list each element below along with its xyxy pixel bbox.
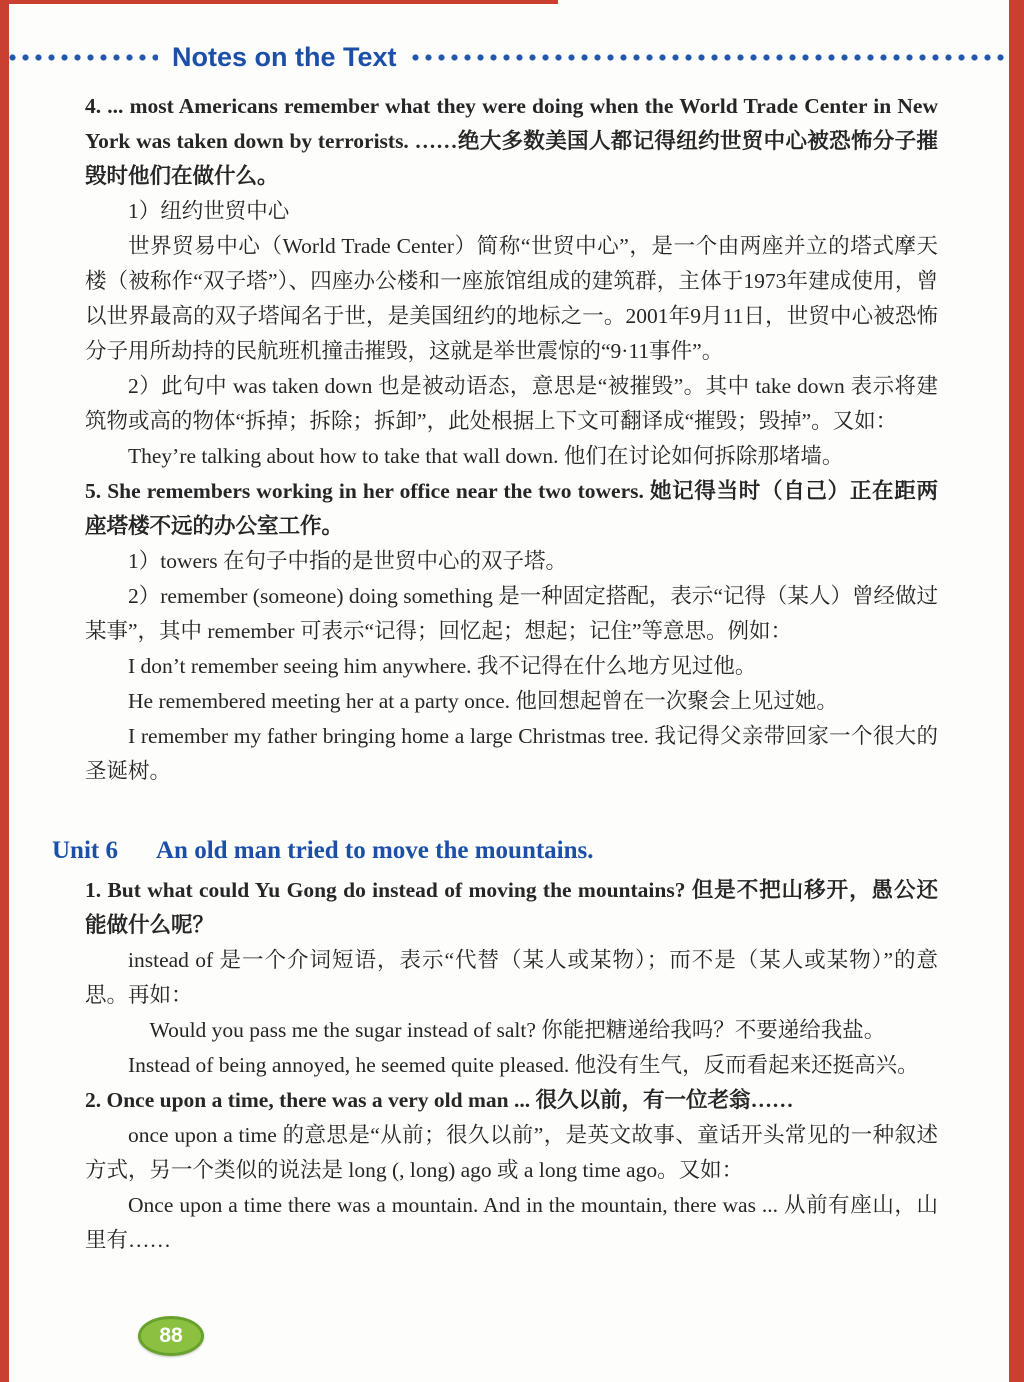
note-item-4: 4. ... most Americans remember what they were doing when the World Trade Center in New York was taken down by terrorists. ……绝大多数美国人都记得纽约世贸中心被恐怖分子摧毁时他们在做什么。 bbox=[85, 94, 938, 188]
page-edge-right bbox=[1009, 0, 1024, 1382]
page-edge-left bbox=[0, 0, 9, 1382]
dotted-rule-right bbox=[411, 53, 1014, 62]
note-sub-taken-down: 2）此句中 was taken down 也是被动语态，意思是“被摧毁”。其中 take down 表示将建筑物或高的物体“拆掉；拆除；拆卸”，此处根据上下文可翻译成“摧毁；毁掉”。又如： bbox=[85, 374, 938, 433]
note-sub-towers: 1）towers 在句子中指的是世贸中心的双子塔。 bbox=[128, 549, 567, 573]
example-sugar-instead-of-salt: Would you pass me the sugar instead of salt? 你能把糖递给我吗？不要递给我盐。 bbox=[149, 1018, 886, 1042]
note-item-5: 5. She remembers working in her office near the two towers. 她记得当时（自己）正在距两座塔楼不远的办公室工作。 bbox=[85, 479, 938, 538]
example-instead-annoyed: Instead of being annoyed, he seemed quite pleased. 他没有生气，反而看起来还挺高兴。 bbox=[128, 1053, 919, 1077]
note-sub-remember-doing: 2）remember (someone) doing something 是一种固定搭配，表示“记得（某人）曾经做过某事”，其中 remember 可表示“记得；回忆起；想起；记住”等意思。例如： bbox=[85, 584, 938, 643]
example-take-wall-down: They’re talking about how to take that wall down. 他们在讨论如何拆除那堵墙。 bbox=[128, 444, 844, 468]
unit-sub-instead-of: instead of 是一个介词短语，表示“代替（某人或某物）；而不是（某人或某物）”的意思。再如： bbox=[85, 948, 938, 1007]
page-body bbox=[0, 73, 1024, 1258]
note-para-wtc-description: 世界贸易中心（World Trade Center）简称“世贸中心”，是一个由两座并立的塔式摩天楼（被称作“双子塔”）、四座办公楼和一座旅馆组成的建筑群，主体于1973年建成使用，曾以世界最高的双子塔闻名于世，是美国纽约的地标之一。2001年9月11日，世贸中心被恐怖分子用所劫持的民航班机撞击摧毁，这就是举世震惊的“9·11事件”。 bbox=[85, 234, 938, 363]
unit-heading bbox=[52, 833, 938, 869]
unit-title: An old man tried to move the mountains. bbox=[155, 837, 594, 864]
example-dont-remember: I don’t remember seeing him anywhere. 我不记得在什么地方见过他。 bbox=[128, 654, 757, 678]
section-header bbox=[8, 42, 1014, 73]
example-remember-father: I remember my father bringing home a large Christmas tree. 我记得父亲带回家一个很大的圣诞树。 bbox=[85, 724, 938, 783]
unit-sub-once-upon-a-time: once upon a time 的意思是“从前；很久以前”，是英文故事、童话开头常见的一种叙述方式，另一个类似的说法是 long (, long) ago 或 a long time ago。又如： bbox=[85, 1123, 938, 1182]
note-sub-wtc-title: 1）纽约世贸中心 bbox=[128, 199, 290, 223]
unit-label: Unit 6 bbox=[52, 837, 118, 864]
unit-item-2: 2. Once upon a time, there was a very old man ... 很久以前，有一位老翁…… bbox=[85, 1088, 794, 1112]
example-once-upon-mountain: Once upon a time there was a mountain. And in the mountain, there was ... 从前有座山，山里有…… bbox=[85, 1193, 938, 1252]
example-remembered-meeting: He remembered meeting her at a party once. 他回想起曾在一次聚会上见过她。 bbox=[128, 689, 838, 713]
page-edge-top bbox=[0, 0, 558, 4]
section-title: Notes on the Text bbox=[172, 42, 397, 72]
page-number: 88 bbox=[159, 1324, 183, 1347]
page-number-badge bbox=[138, 1316, 204, 1356]
unit-item-1: 1. But what could Yu Gong do instead of moving the mountains? 但是不把山移开，愚公还能做什么呢？ bbox=[85, 878, 938, 937]
dotted-rule-left bbox=[8, 53, 158, 62]
